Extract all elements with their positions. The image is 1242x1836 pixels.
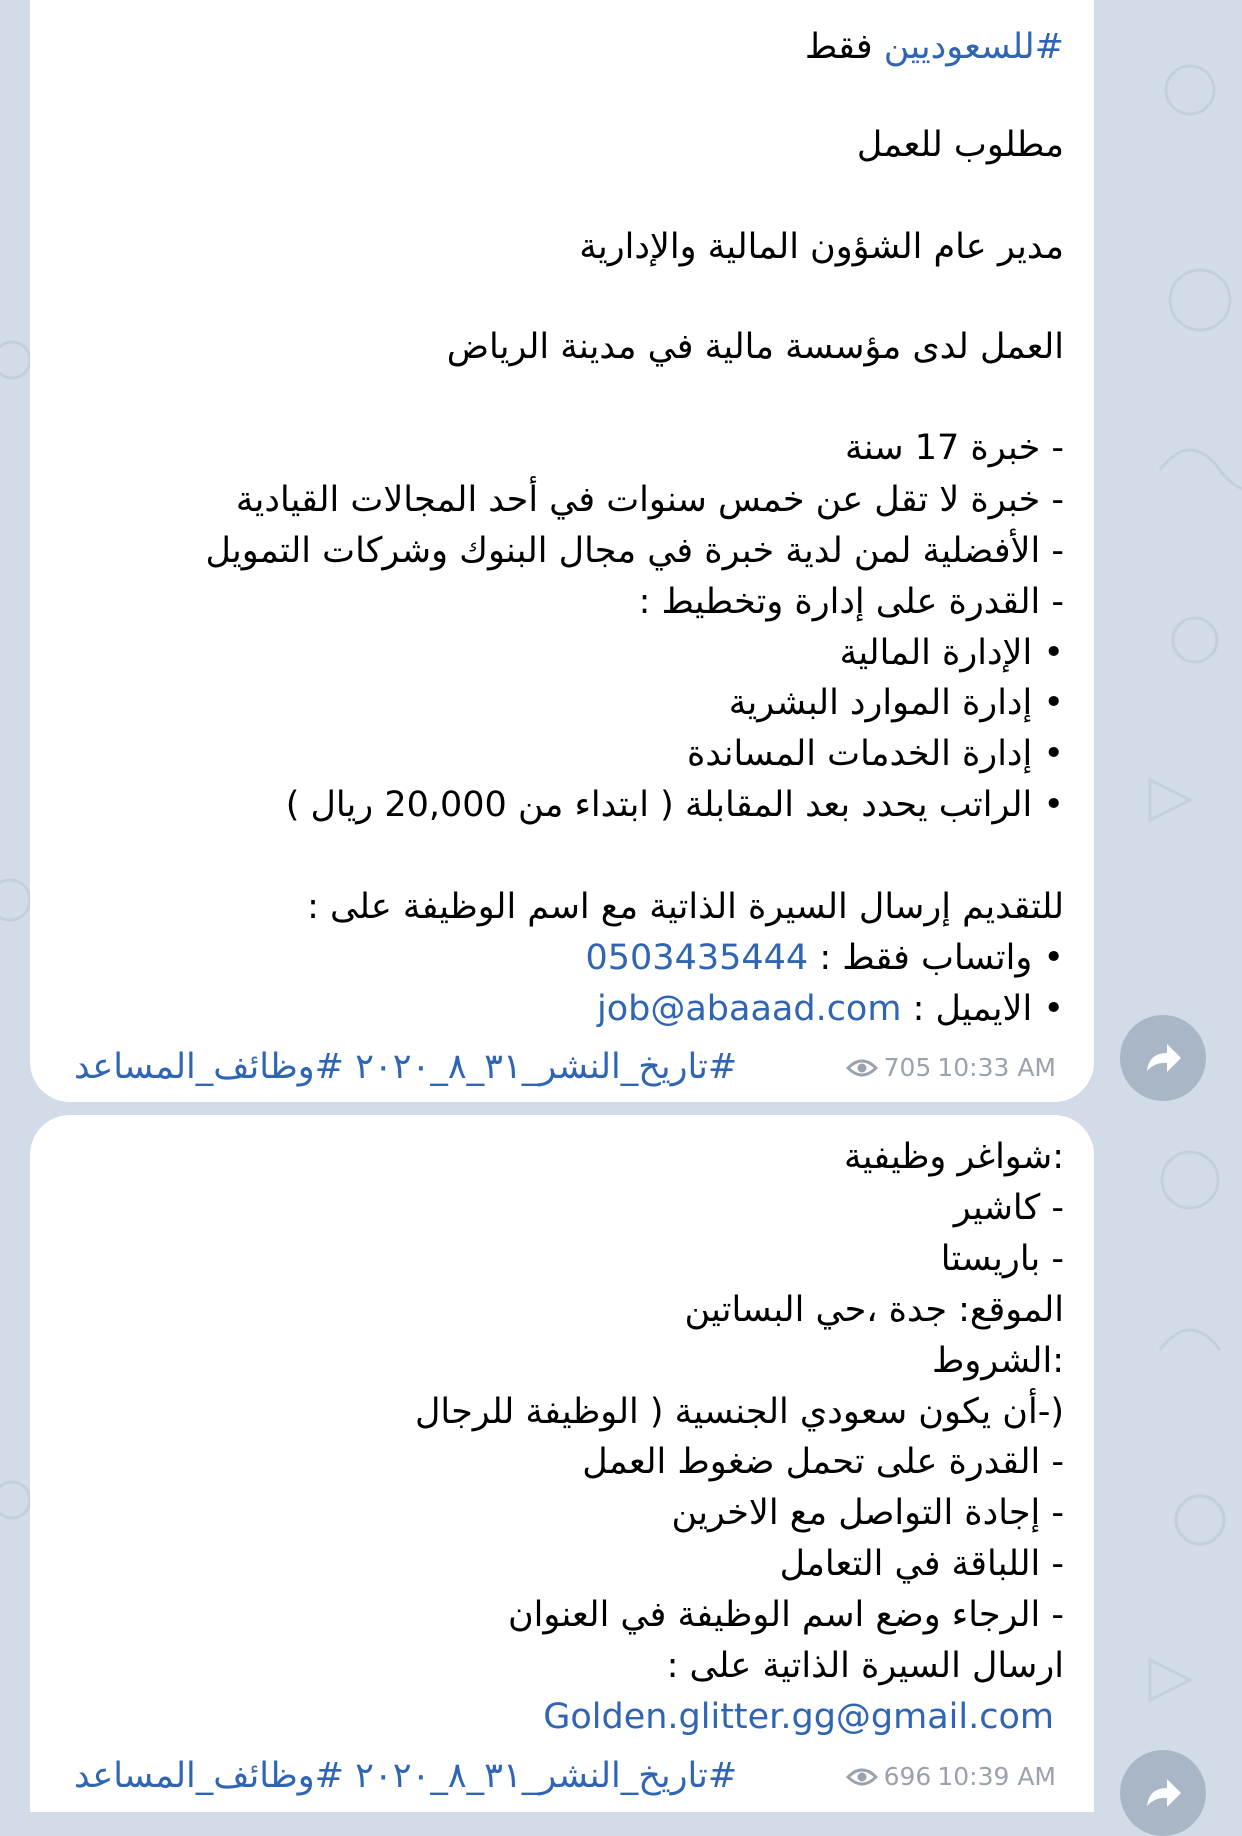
message-line: - اللباقة في التعامل <box>779 1544 1064 1584</box>
message-line: - خبرة لا تقل عن خمس سنوات في أحد المجالات القيادية <box>235 480 1064 520</box>
hashtags[interactable]: #تاريخ_النشر_٣١_٨_٢٠٢٠ #وظائف_المساعد <box>74 1756 738 1796</box>
message-bubble[interactable] <box>30 0 1094 1102</box>
message-line: العمل لدى مؤسسة مالية في مدينة الرياض <box>446 327 1064 367</box>
phone-link[interactable]: 0503435444 <box>585 938 809 978</box>
share-arrow-icon <box>1143 1776 1183 1810</box>
hashtag-suffix: فقط <box>804 27 884 67</box>
message-line: الموقع: جدة ،حي البساتين <box>684 1290 1064 1330</box>
view-count: 705 <box>883 1053 932 1082</box>
message-line: • الإدارة المالية <box>839 633 1064 673</box>
hashtag-link[interactable]: #للسعوديين <box>883 27 1064 67</box>
message-line: - إجادة التواصل مع الاخرين <box>671 1493 1064 1533</box>
message-footer <box>74 1753 1056 1799</box>
share-button[interactable] <box>1120 1015 1206 1101</box>
message-line: (-أن يكون سعودي الجنسية ( الوظيفة للرجال <box>415 1392 1064 1432</box>
message-meta <box>846 1757 1056 1797</box>
email-line <box>597 984 1064 1034</box>
views-eye-icon <box>846 1057 878 1079</box>
message-line: مدير عام الشؤون المالية والإدارية <box>579 227 1064 267</box>
views-eye-icon <box>846 1766 878 1788</box>
hashtags[interactable]: #تاريخ_النشر_٣١_٨_٢٠٢٠ #وظائف_المساعد <box>74 1047 738 1087</box>
message-time: 10:33 AM <box>937 1053 1056 1082</box>
message-line: - القدرة على تحمل ضغوط العمل <box>582 1442 1064 1482</box>
share-arrow-icon <box>1143 1041 1183 1075</box>
whatsapp-line <box>586 933 1065 983</box>
email-line <box>543 1692 1054 1742</box>
message-line: • إدارة الخدمات المساندة <box>687 734 1064 774</box>
message-line: - خبرة 17 سنة <box>844 428 1064 468</box>
message-meta <box>846 1048 1056 1088</box>
whatsapp-label: • واتساب فقط : <box>808 938 1064 978</box>
message-line: مطلوب للعمل <box>856 125 1064 165</box>
email-link[interactable]: Golden.glitter.gg@gmail.com <box>543 1697 1054 1737</box>
message-time: 10:39 AM <box>937 1762 1056 1791</box>
message-line: - الأفضلية لمن لدية خبرة في مجال البنوك وشركات التمويل <box>205 531 1064 571</box>
share-button[interactable] <box>1120 1750 1206 1836</box>
email-label: • الايميل : <box>901 989 1064 1029</box>
message-footer <box>74 1044 1056 1090</box>
message-line: - كاشير <box>953 1188 1064 1228</box>
view-count: 696 <box>883 1762 932 1791</box>
message-line: - القدرة على إدارة وتخطيط : <box>638 582 1064 622</box>
message-line: :شواغر وظيفية <box>843 1137 1064 1177</box>
message-line: :الشروط <box>932 1341 1064 1381</box>
message-line: - الرجاء وضع اسم الوظيفة في العنوان <box>507 1595 1064 1635</box>
message-first-line <box>805 22 1064 72</box>
email-link[interactable]: job@abaaad.com <box>596 989 902 1029</box>
message-line: - باريستا <box>940 1239 1064 1279</box>
message-line: ارسال السيرة الذاتية على : <box>666 1646 1064 1686</box>
message-line: للتقديم إرسال السيرة الذاتية مع اسم الوظيفة على : <box>307 887 1064 927</box>
message-line: • إدارة الموارد البشرية <box>728 683 1064 723</box>
message-line: • الراتب يحدد بعد المقابلة ( ابتداء من 20,000 ريال ) <box>285 785 1064 825</box>
message-bubble[interactable] <box>30 1115 1094 1812</box>
